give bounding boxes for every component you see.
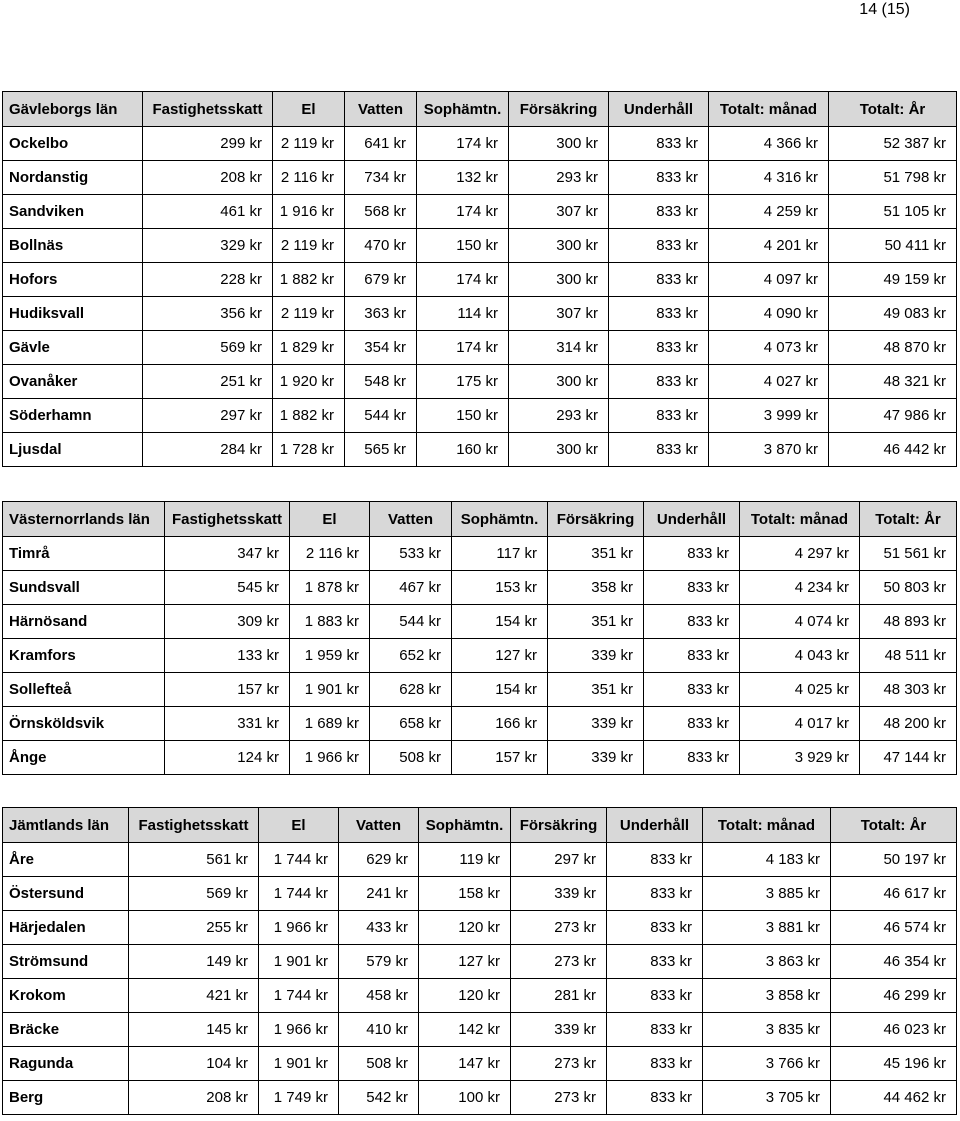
cost-cell: 4 201 kr (709, 229, 829, 263)
table-row (3, 127, 957, 161)
cost-cell: 284 kr (143, 433, 273, 467)
cost-cell: 47 986 kr (829, 399, 957, 433)
cost-cell: 117 kr (452, 537, 548, 571)
table-row (3, 1013, 957, 1047)
cost-cell: 579 kr (339, 945, 419, 979)
cost-cell: 658 kr (370, 707, 452, 741)
cost-cell: 132 kr (417, 161, 509, 195)
municipality-name: Östersund (3, 877, 129, 911)
cost-cell: 1 966 kr (259, 911, 339, 945)
table-row (3, 605, 957, 639)
cost-cell: 154 kr (452, 605, 548, 639)
cost-cell: 3 999 kr (709, 399, 829, 433)
table-row (3, 263, 957, 297)
cost-cell: 4 074 kr (740, 605, 860, 639)
cost-cell: 568 kr (345, 195, 417, 229)
column-header: Vatten (339, 808, 419, 843)
table-row (3, 161, 957, 195)
cost-cell: 569 kr (129, 877, 259, 911)
cost-cell: 628 kr (370, 673, 452, 707)
cost-cell: 833 kr (609, 297, 709, 331)
column-header: Vatten (345, 92, 417, 127)
table-row (3, 331, 957, 365)
municipality-name: Krokom (3, 979, 129, 1013)
column-header: Försäkring (509, 92, 609, 127)
cost-cell: 833 kr (609, 263, 709, 297)
column-header: Vatten (370, 502, 452, 537)
cost-cell: 273 kr (511, 945, 607, 979)
cost-cell: 1 901 kr (259, 945, 339, 979)
cost-table-jamtland (2, 807, 957, 1115)
cost-cell: 49 083 kr (829, 297, 957, 331)
cost-cell: 2 119 kr (273, 229, 345, 263)
cost-cell: 300 kr (509, 127, 609, 161)
column-header: Fastighetsskatt (165, 502, 290, 537)
table-row (3, 537, 957, 571)
cost-cell: 833 kr (644, 571, 740, 605)
municipality-name: Berg (3, 1081, 129, 1115)
column-header: Totalt: År (829, 92, 957, 127)
cost-cell: 228 kr (143, 263, 273, 297)
cost-cell: 307 kr (509, 297, 609, 331)
cost-cell: 1 829 kr (273, 331, 345, 365)
cost-cell: 309 kr (165, 605, 290, 639)
cost-cell: 51 798 kr (829, 161, 957, 195)
cost-cell: 833 kr (609, 331, 709, 365)
municipality-name: Åre (3, 843, 129, 877)
cost-cell: 241 kr (339, 877, 419, 911)
cost-cell: 4 259 kr (709, 195, 829, 229)
cost-cell: 3 705 kr (703, 1081, 831, 1115)
municipality-name: Nordanstig (3, 161, 143, 195)
cost-cell: 293 kr (509, 161, 609, 195)
municipality-name: Hudiksvall (3, 297, 143, 331)
cost-cell: 124 kr (165, 741, 290, 775)
cost-cell: 50 803 kr (860, 571, 957, 605)
table-row (3, 741, 957, 775)
cost-cell: 4 090 kr (709, 297, 829, 331)
cost-cell: 833 kr (609, 161, 709, 195)
cost-cell: 297 kr (511, 843, 607, 877)
cost-cell: 46 354 kr (831, 945, 957, 979)
column-header: Försäkring (548, 502, 644, 537)
column-header: Totalt: månad (740, 502, 860, 537)
municipality-name: Strömsund (3, 945, 129, 979)
column-header: El (273, 92, 345, 127)
cost-cell: 629 kr (339, 843, 419, 877)
cost-cell: 410 kr (339, 1013, 419, 1047)
cost-cell: 4 073 kr (709, 331, 829, 365)
table-row (3, 195, 957, 229)
table-row (3, 399, 957, 433)
cost-cell: 300 kr (509, 263, 609, 297)
cost-cell: 48 893 kr (860, 605, 957, 639)
cost-cell: 1 749 kr (259, 1081, 339, 1115)
cost-cell: 833 kr (607, 843, 703, 877)
column-header: Sophämtn. (419, 808, 511, 843)
cost-cell: 833 kr (644, 741, 740, 775)
municipality-name: Härjedalen (3, 911, 129, 945)
cost-cell: 833 kr (644, 639, 740, 673)
column-header: El (290, 502, 370, 537)
cost-cell: 833 kr (609, 433, 709, 467)
table-row (3, 639, 957, 673)
column-header: Underhåll (609, 92, 709, 127)
cost-cell: 174 kr (417, 195, 509, 229)
municipality-name: Söderhamn (3, 399, 143, 433)
cost-cell: 354 kr (345, 331, 417, 365)
cost-cell: 833 kr (607, 1047, 703, 1081)
cost-cell: 4 366 kr (709, 127, 829, 161)
cost-cell: 1 966 kr (259, 1013, 339, 1047)
cost-cell: 273 kr (511, 911, 607, 945)
cost-cell: 120 kr (419, 979, 511, 1013)
cost-cell: 461 kr (143, 195, 273, 229)
municipality-name: Ockelbo (3, 127, 143, 161)
cost-cell: 4 043 kr (740, 639, 860, 673)
cost-cell: 150 kr (417, 229, 509, 263)
cost-cell: 358 kr (548, 571, 644, 605)
cost-cell: 734 kr (345, 161, 417, 195)
cost-cell: 46 617 kr (831, 877, 957, 911)
column-header: Underhåll (644, 502, 740, 537)
cost-cell: 145 kr (129, 1013, 259, 1047)
cost-cell: 833 kr (609, 229, 709, 263)
cost-cell: 297 kr (143, 399, 273, 433)
cost-cell: 48 303 kr (860, 673, 957, 707)
cost-cell: 300 kr (509, 365, 609, 399)
cost-cell: 331 kr (165, 707, 290, 741)
cost-cell: 300 kr (509, 433, 609, 467)
table-row (3, 911, 957, 945)
column-header: Sophämtn. (417, 92, 509, 127)
cost-cell: 46 574 kr (831, 911, 957, 945)
cost-cell: 1 916 kr (273, 195, 345, 229)
cost-cell: 339 kr (511, 877, 607, 911)
cost-cell: 329 kr (143, 229, 273, 263)
cost-cell: 48 870 kr (829, 331, 957, 365)
cost-cell: 652 kr (370, 639, 452, 673)
cost-cell: 4 097 kr (709, 263, 829, 297)
column-header: Totalt: År (860, 502, 957, 537)
cost-cell: 3 835 kr (703, 1013, 831, 1047)
page-number: 14 (15) (859, 1, 910, 18)
cost-cell: 833 kr (607, 1013, 703, 1047)
cost-cell: 347 kr (165, 537, 290, 571)
cost-cell: 293 kr (509, 399, 609, 433)
cost-cell: 51 561 kr (860, 537, 957, 571)
cost-cell: 679 kr (345, 263, 417, 297)
region-header: Jämtlands län (3, 808, 129, 843)
table-row (3, 1081, 957, 1115)
cost-cell: 175 kr (417, 365, 509, 399)
municipality-name: Ånge (3, 741, 165, 775)
cost-cell: 467 kr (370, 571, 452, 605)
cost-cell: 100 kr (419, 1081, 511, 1115)
cost-table-vasternorrland (2, 501, 957, 775)
table-row (3, 365, 957, 399)
cost-cell: 3 766 kr (703, 1047, 831, 1081)
cost-cell: 4 027 kr (709, 365, 829, 399)
cost-cell: 255 kr (129, 911, 259, 945)
cost-cell: 1 883 kr (290, 605, 370, 639)
cost-cell: 339 kr (548, 741, 644, 775)
cost-cell: 1 882 kr (273, 263, 345, 297)
cost-cell: 149 kr (129, 945, 259, 979)
municipality-name: Härnösand (3, 605, 165, 639)
cost-cell: 356 kr (143, 297, 273, 331)
municipality-name: Timrå (3, 537, 165, 571)
cost-cell: 421 kr (129, 979, 259, 1013)
cost-cell: 4 234 kr (740, 571, 860, 605)
column-header: Totalt: månad (709, 92, 829, 127)
cost-cell: 1 920 kr (273, 365, 345, 399)
cost-cell: 154 kr (452, 673, 548, 707)
table-row (3, 297, 957, 331)
cost-cell: 4 316 kr (709, 161, 829, 195)
cost-cell: 48 511 kr (860, 639, 957, 673)
table-row (3, 229, 957, 263)
cost-cell: 833 kr (644, 537, 740, 571)
cost-cell: 208 kr (129, 1081, 259, 1115)
cost-cell: 2 116 kr (290, 537, 370, 571)
table-row (3, 707, 957, 741)
municipality-name: Sollefteå (3, 673, 165, 707)
column-header: Fastighetsskatt (129, 808, 259, 843)
cost-cell: 833 kr (607, 877, 703, 911)
cost-cell: 4 025 kr (740, 673, 860, 707)
cost-cell: 2 119 kr (273, 297, 345, 331)
cost-cell: 48 200 kr (860, 707, 957, 741)
cost-cell: 1 744 kr (259, 979, 339, 1013)
cost-cell: 548 kr (345, 365, 417, 399)
cost-cell: 46 023 kr (831, 1013, 957, 1047)
cost-cell: 45 196 kr (831, 1047, 957, 1081)
cost-cell: 44 462 kr (831, 1081, 957, 1115)
cost-cell: 3 858 kr (703, 979, 831, 1013)
cost-cell: 273 kr (511, 1081, 607, 1115)
cost-cell: 833 kr (609, 127, 709, 161)
cost-cell: 641 kr (345, 127, 417, 161)
cost-cell: 50 411 kr (829, 229, 957, 263)
cost-cell: 1 689 kr (290, 707, 370, 741)
cost-cell: 833 kr (644, 707, 740, 741)
cost-cell: 833 kr (609, 195, 709, 229)
cost-cell: 150 kr (417, 399, 509, 433)
cost-cell: 47 144 kr (860, 741, 957, 775)
cost-cell: 157 kr (452, 741, 548, 775)
cost-cell: 46 299 kr (831, 979, 957, 1013)
cost-cell: 273 kr (511, 1047, 607, 1081)
cost-cell: 120 kr (419, 911, 511, 945)
table-row (3, 877, 957, 911)
cost-cell: 251 kr (143, 365, 273, 399)
cost-cell: 339 kr (548, 707, 644, 741)
cost-cell: 51 105 kr (829, 195, 957, 229)
cost-cell: 281 kr (511, 979, 607, 1013)
cost-cell: 127 kr (419, 945, 511, 979)
table-row (3, 673, 957, 707)
municipality-name: Gävle (3, 331, 143, 365)
cost-cell: 351 kr (548, 605, 644, 639)
cost-cell: 160 kr (417, 433, 509, 467)
column-header: Underhåll (607, 808, 703, 843)
cost-cell: 569 kr (143, 331, 273, 365)
cost-cell: 48 321 kr (829, 365, 957, 399)
cost-cell: 544 kr (370, 605, 452, 639)
table-row (3, 945, 957, 979)
cost-cell: 1 744 kr (259, 843, 339, 877)
cost-table-gavleborg (2, 91, 957, 467)
cost-cell: 833 kr (607, 945, 703, 979)
column-header: El (259, 808, 339, 843)
cost-cell: 4 183 kr (703, 843, 831, 877)
cost-cell: 299 kr (143, 127, 273, 161)
table-row (3, 433, 957, 467)
cost-cell: 3 885 kr (703, 877, 831, 911)
cost-cell: 2 119 kr (273, 127, 345, 161)
municipality-name: Hofors (3, 263, 143, 297)
cost-cell: 4 017 kr (740, 707, 860, 741)
cost-cell: 351 kr (548, 537, 644, 571)
cost-cell: 833 kr (607, 979, 703, 1013)
municipality-name: Bollnäs (3, 229, 143, 263)
cost-cell: 508 kr (339, 1047, 419, 1081)
cost-cell: 166 kr (452, 707, 548, 741)
cost-cell: 1 966 kr (290, 741, 370, 775)
cost-cell: 104 kr (129, 1047, 259, 1081)
cost-cell: 833 kr (607, 1081, 703, 1115)
header-row (3, 502, 957, 537)
region-header: Gävleborgs län (3, 92, 143, 127)
municipality-name: Bräcke (3, 1013, 129, 1047)
cost-cell: 1 728 kr (273, 433, 345, 467)
municipality-name: Sandviken (3, 195, 143, 229)
cost-cell: 158 kr (419, 877, 511, 911)
cost-cell: 833 kr (609, 365, 709, 399)
cost-cell: 147 kr (419, 1047, 511, 1081)
cost-cell: 565 kr (345, 433, 417, 467)
cost-cell: 52 387 kr (829, 127, 957, 161)
cost-cell: 542 kr (339, 1081, 419, 1115)
cost-cell: 1 878 kr (290, 571, 370, 605)
cost-cell: 458 kr (339, 979, 419, 1013)
cost-cell: 49 159 kr (829, 263, 957, 297)
cost-cell: 157 kr (165, 673, 290, 707)
column-header: Sophämtn. (452, 502, 548, 537)
cost-cell: 174 kr (417, 127, 509, 161)
column-header: Försäkring (511, 808, 607, 843)
cost-cell: 314 kr (509, 331, 609, 365)
cost-cell: 114 kr (417, 297, 509, 331)
cost-cell: 3 863 kr (703, 945, 831, 979)
cost-cell: 1 901 kr (259, 1047, 339, 1081)
cost-cell: 433 kr (339, 911, 419, 945)
cost-cell: 300 kr (509, 229, 609, 263)
cost-cell: 339 kr (511, 1013, 607, 1047)
column-header: Totalt: År (831, 808, 957, 843)
cost-cell: 174 kr (417, 263, 509, 297)
cost-cell: 545 kr (165, 571, 290, 605)
cost-cell: 533 kr (370, 537, 452, 571)
cost-cell: 1 901 kr (290, 673, 370, 707)
cost-cell: 3 929 kr (740, 741, 860, 775)
municipality-name: Ragunda (3, 1047, 129, 1081)
cost-cell: 46 442 kr (829, 433, 957, 467)
cost-cell: 351 kr (548, 673, 644, 707)
cost-cell: 307 kr (509, 195, 609, 229)
cost-cell: 833 kr (609, 399, 709, 433)
cost-cell: 208 kr (143, 161, 273, 195)
cost-cell: 119 kr (419, 843, 511, 877)
cost-cell: 1 959 kr (290, 639, 370, 673)
cost-cell: 174 kr (417, 331, 509, 365)
table-row (3, 843, 957, 877)
table-row (3, 1047, 957, 1081)
cost-cell: 2 116 kr (273, 161, 345, 195)
cost-cell: 153 kr (452, 571, 548, 605)
cost-cell: 544 kr (345, 399, 417, 433)
cost-cell: 50 197 kr (831, 843, 957, 877)
cost-cell: 142 kr (419, 1013, 511, 1047)
table-row (3, 979, 957, 1013)
cost-cell: 363 kr (345, 297, 417, 331)
cost-cell: 1 744 kr (259, 877, 339, 911)
cost-cell: 339 kr (548, 639, 644, 673)
cost-cell: 833 kr (607, 911, 703, 945)
column-header: Fastighetsskatt (143, 92, 273, 127)
header-row (3, 808, 957, 843)
municipality-name: Ljusdal (3, 433, 143, 467)
cost-cell: 127 kr (452, 639, 548, 673)
cost-cell: 3 881 kr (703, 911, 831, 945)
municipality-name: Örnsköldsvik (3, 707, 165, 741)
table-row (3, 571, 957, 605)
cost-cell: 470 kr (345, 229, 417, 263)
cost-cell: 833 kr (644, 605, 740, 639)
header-row (3, 92, 957, 127)
region-header: Västernorrlands län (3, 502, 165, 537)
cost-cell: 1 882 kr (273, 399, 345, 433)
municipality-name: Sundsvall (3, 571, 165, 605)
cost-cell: 3 870 kr (709, 433, 829, 467)
cost-cell: 4 297 kr (740, 537, 860, 571)
column-header: Totalt: månad (703, 808, 831, 843)
cost-cell: 561 kr (129, 843, 259, 877)
cost-cell: 508 kr (370, 741, 452, 775)
municipality-name: Ovanåker (3, 365, 143, 399)
cost-cell: 833 kr (644, 673, 740, 707)
municipality-name: Kramfors (3, 639, 165, 673)
cost-cell: 133 kr (165, 639, 290, 673)
